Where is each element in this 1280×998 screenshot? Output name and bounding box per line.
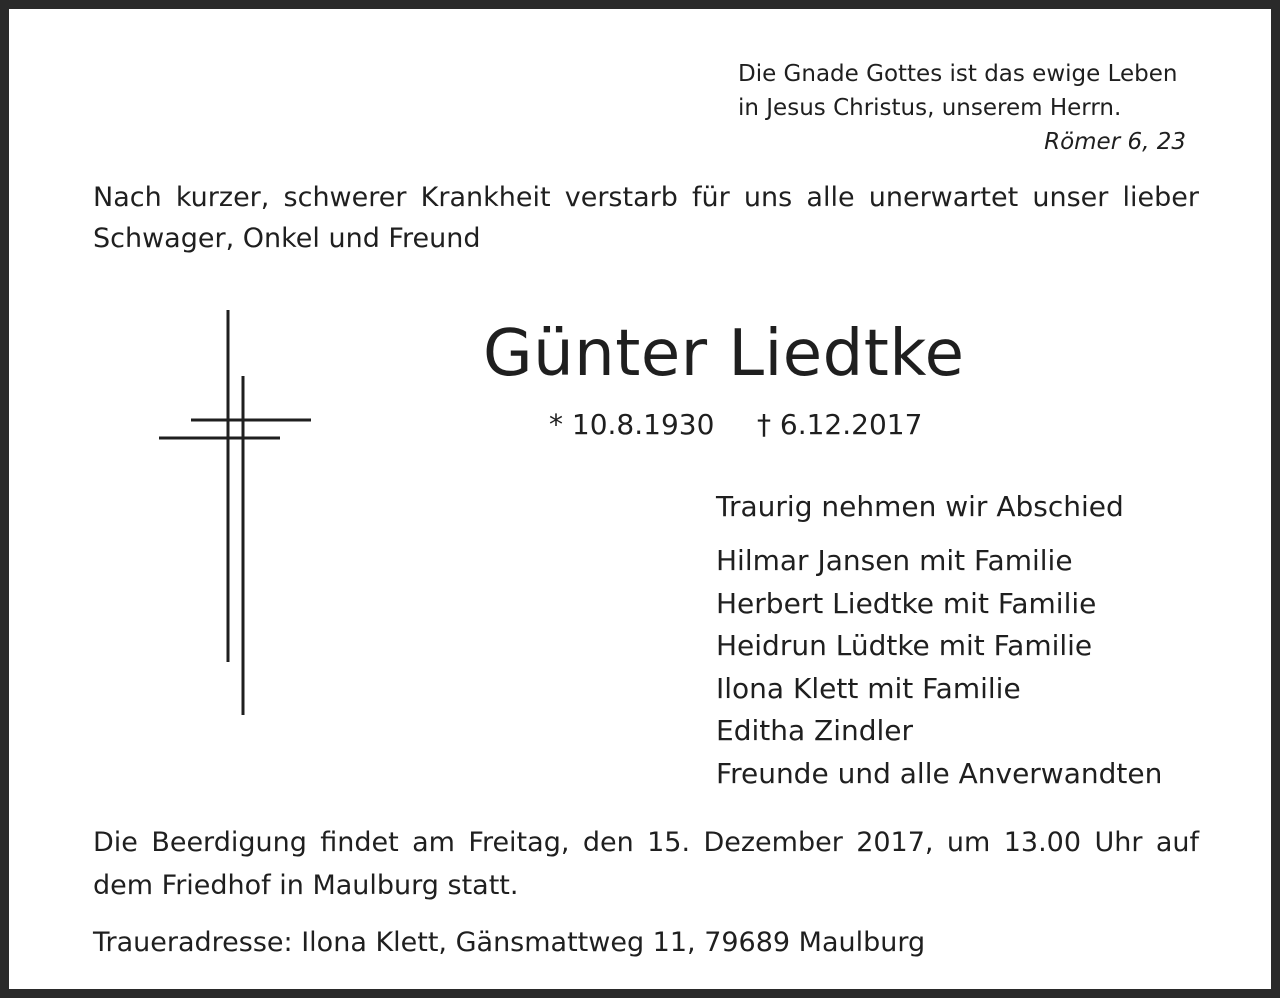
- verse-line-2: in Jesus Christus, unserem Herrn.: [738, 95, 1122, 121]
- funeral-info: Die Beerdigung findet am Freitag, den 15. Dezember 2017, um 13.00 Uhr auf dem Friedhof in Maulburg statt.: [93, 827, 1199, 901]
- bible-verse: [738, 57, 1198, 159]
- list-item: Heidrun Lüdtke mit Familie: [716, 629, 1093, 663]
- mourners-heading: Traurig nehmen wir Abschied: [716, 490, 1124, 523]
- birth-date: * 10.8.1930: [549, 408, 715, 441]
- list-item: Hilmar Jansen mit Familie: [716, 544, 1073, 577]
- list-item: Editha Zindler: [716, 714, 914, 748]
- verse-reference: Römer 6, 23: [1044, 129, 1186, 155]
- intro-text: Nach kurzer, schwerer Krankheit verstarb für uns alle unerwartet unser lieber Schwager, Onkel und Freund: [93, 182, 1199, 254]
- verse-line-1: Die Gnade Gottes ist das ewige Leben: [738, 61, 1178, 87]
- death-date: † 6.12.2017: [757, 408, 923, 441]
- mourners-list: [716, 540, 1162, 796]
- deceased-name: Günter Liedtke: [483, 317, 965, 391]
- cross-icon: [149, 304, 319, 724]
- list-item: Herbert Liedtke mit Familie: [716, 586, 1097, 620]
- list-item: Freunde und alle Anverwandten: [716, 756, 1163, 790]
- list-item: Ilona Klett mit Familie: [716, 671, 1021, 705]
- mourning-address: Traueradresse: Ilona Klett, Gänsmattweg 11, 79689 Maulburg: [93, 927, 926, 958]
